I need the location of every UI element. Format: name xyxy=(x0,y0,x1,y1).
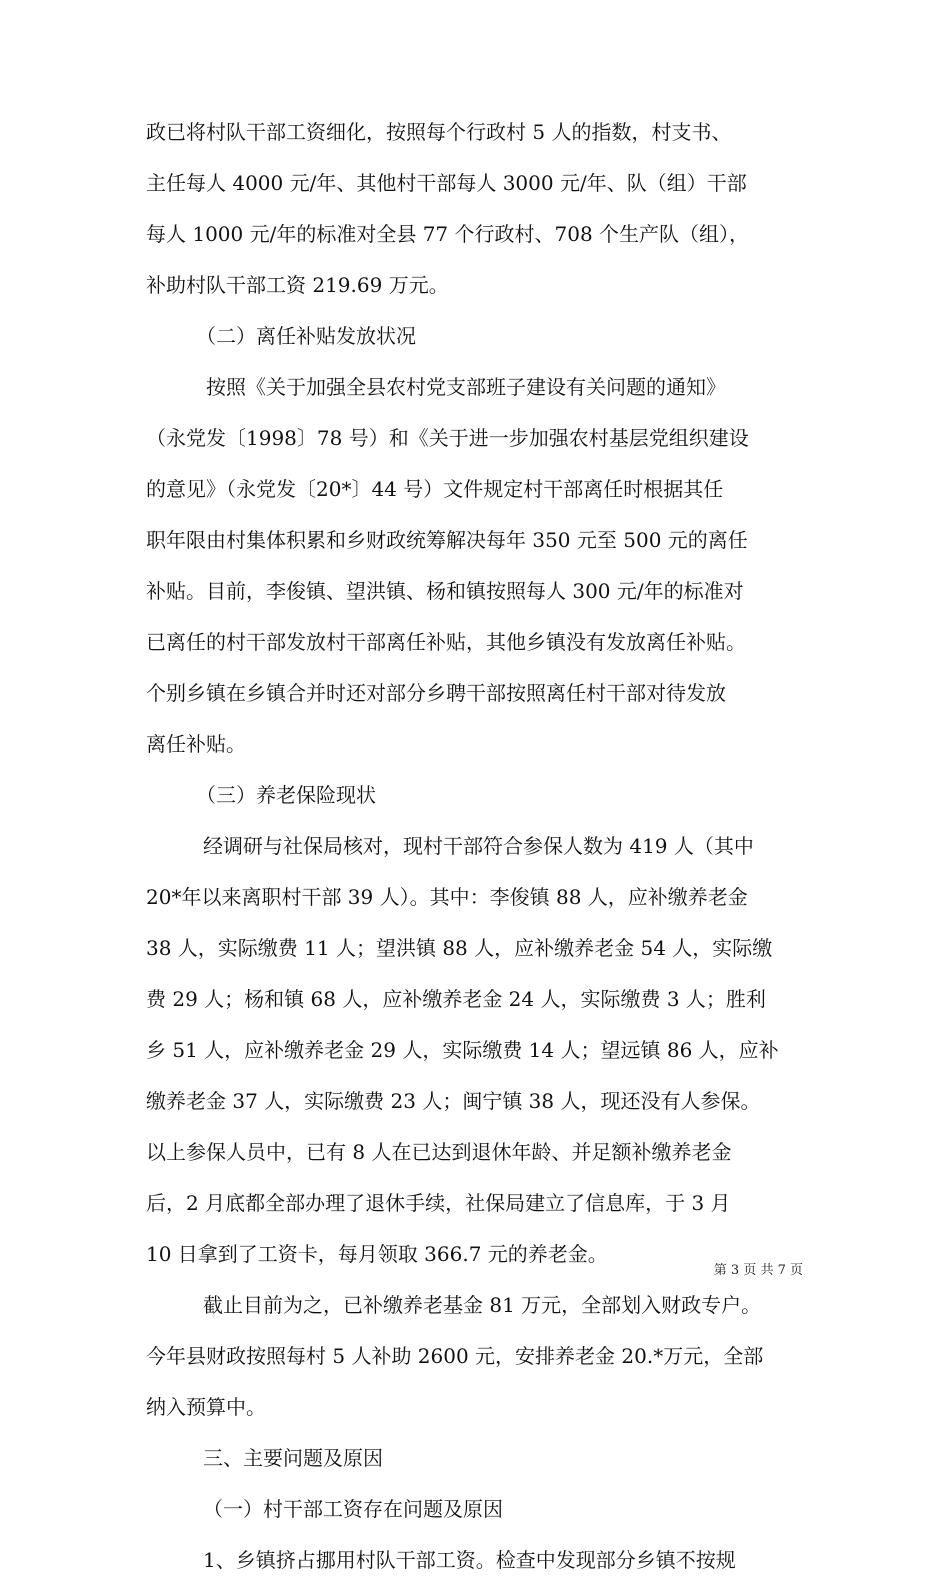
text-line: 缴养老金 37 人，实际缴费 23 人；闽宁镇 38 人，现还没有人参保。 xyxy=(146,1089,761,1113)
paragraph-lines xyxy=(146,117,814,1575)
text-line: 费 29 人；杨和镇 68 人，应补缴养老金 24 人，实际缴费 3 人；胜利 xyxy=(146,987,766,1011)
text-line: 乡 51 人，应补缴养老金 29 人，实际缴费 14 人；望远镇 86 人，应补 xyxy=(146,1038,779,1062)
text-line: 按照《关于加强全县农村党支部班子建设有关问题的通知》 xyxy=(206,375,726,399)
text-line: 三、主要问题及原因 xyxy=(203,1446,383,1470)
text-line: （永党发〔1998〕78 号）和《关于进一步加强农村基层党组织建设 xyxy=(146,426,749,450)
text-line: 20*年以来离职村干部 39 人）。其中：李俊镇 88 人，应补缴养老金 xyxy=(146,885,748,909)
text-line: （三）养老保险现状 xyxy=(196,783,376,807)
text-line: 补助村队干部工资 219.69 万元。 xyxy=(146,273,449,297)
text-line: 主任每人 4000 元/年、其他村干部每人 3000 元/年、队（组）干部 xyxy=(146,171,747,195)
text-line: 个别乡镇在乡镇合并时还对部分乡聘干部按照离任村干部对待发放 xyxy=(146,681,726,705)
text-line: 政已将村队干部工资细化，按照每个行政村 5 人的指数，村支书、 xyxy=(146,120,732,144)
text-line: 每人 1000 元/年的标准对全县 77 个行政村、708 个生产队（组）， xyxy=(146,222,750,246)
text-line: （一）村干部工资存在问题及原因 xyxy=(203,1497,503,1521)
text-line: 今年县财政按照每村 5 人补助 2600 元，安排养老金 20.*万元，全部 xyxy=(146,1344,764,1368)
page-footer: 第 3 页 共 7 页 xyxy=(713,1263,803,1278)
text-line: 离任补贴。 xyxy=(146,732,246,756)
text-line: 1、乡镇挤占挪用村队干部工资。检查中发现部分乡镇不按规 xyxy=(203,1548,736,1572)
text-line: 38 人，实际缴费 11 人；望洪镇 88 人，应补缴养老金 54 人，实际缴 xyxy=(146,936,773,960)
text-line: 经调研与社保局核对，现村干部符合参保人数为 419 人（其中 xyxy=(203,834,754,858)
text-line: 截止目前为之，已补缴养老基金 81 万元，全部划入财政专户。 xyxy=(203,1293,762,1317)
text-line: 补贴。目前，李俊镇、望洪镇、杨和镇按照每人 300 元/年的标准对 xyxy=(146,579,744,603)
text-line: 以上参保人员中，已有 8 人在已达到退休年龄、并足额补缴养老金 xyxy=(146,1140,732,1164)
text-line: 已离任的村干部发放村干部离任补贴，其他乡镇没有发放离任补贴。 xyxy=(146,630,746,654)
text-line: 后，2 月底都全部办理了退休手续，社保局建立了信息库，于 3 月 xyxy=(146,1191,731,1215)
text-line: 纳入预算中。 xyxy=(146,1395,266,1419)
text-line: 职年限由村集体积累和乡财政统筹解决每年 350 元至 500 元的离任 xyxy=(146,528,748,552)
text-line: （二）离任补贴发放状况 xyxy=(196,324,416,348)
text-line: 10 日拿到了工资卡，每月领取 366.7 元的养老金。 xyxy=(146,1242,608,1266)
document-body xyxy=(146,117,814,1596)
text-line: 的意见》（永党发〔20*〕44 号）文件规定村干部离任时根据其任 xyxy=(146,477,724,501)
